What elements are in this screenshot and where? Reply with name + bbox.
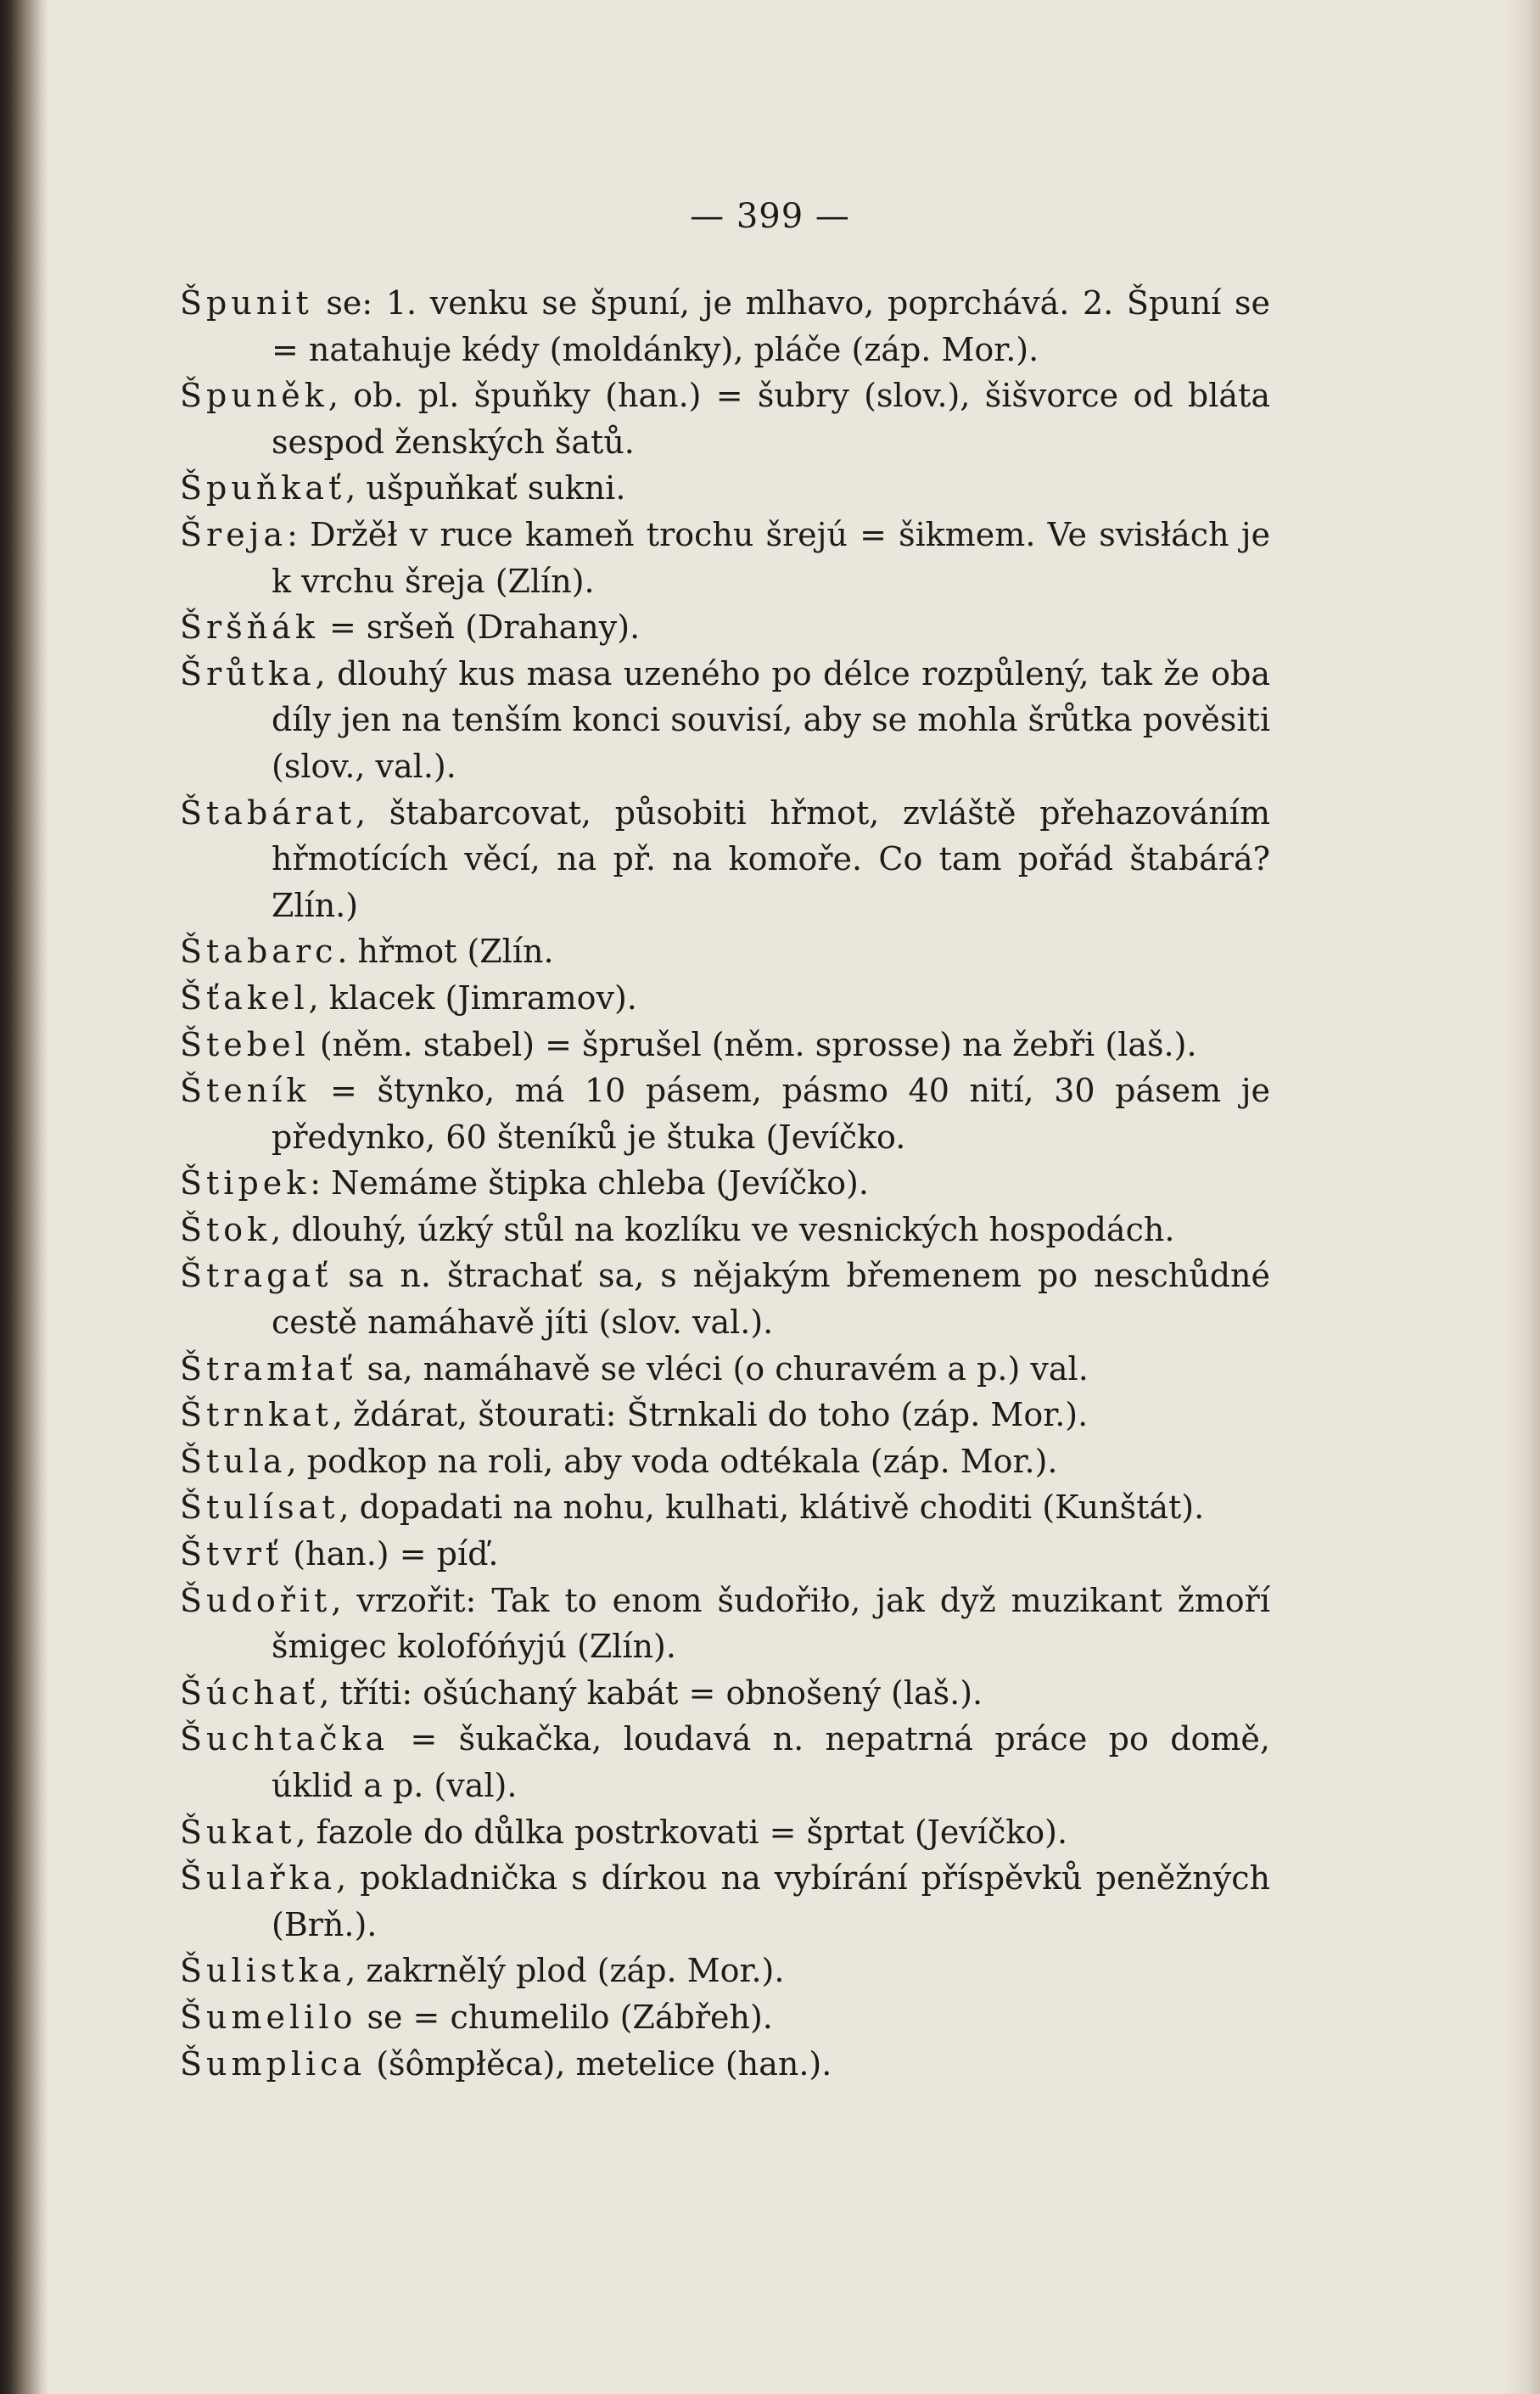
headword: Štok xyxy=(180,1210,272,1248)
definition: , ždárat, štourati: Štrnkali do toho (záp. Mor.). xyxy=(332,1396,1089,1434)
headword: Štipek xyxy=(180,1164,311,1203)
headword: Šudořit xyxy=(180,1581,332,1619)
definition: . hřmot (Zlín. xyxy=(337,933,554,971)
headword: Štula xyxy=(180,1442,287,1480)
definition: , podkop na roli, aby voda odtékala (záp. Mor.). xyxy=(286,1442,1058,1480)
dictionary-entry xyxy=(180,1531,1270,1578)
dictionary-entry xyxy=(180,1022,1270,1068)
definition: , ušpuňkať sukni. xyxy=(345,469,626,507)
headword: Špuněk xyxy=(180,377,328,415)
definition: = sršeň (Drahany). xyxy=(318,608,641,647)
dictionary-entry xyxy=(180,1578,1270,1670)
definition: : Nemáme štipka chleba (Jevíčko). xyxy=(310,1164,869,1203)
headword: Šúchať xyxy=(180,1674,320,1712)
definition: , dlouhý kus masa uzeného po délce rozpůlený, tak že oba díly jen na tenším konci souvisí, aby se mohla šrůtka pověsiti (slov., val.). xyxy=(272,654,1270,785)
definition: sa, namáhavě se vléci (o churavém a p.) val. xyxy=(356,1349,1089,1388)
definition: se = chumelilo (Zábřeh). xyxy=(356,1998,773,2036)
definition: se: 1. venku se špuní, je mlhavo, poprchává. 2. Špuní se = natahuje kédy (moldánky), pláče (záp. Mor.). xyxy=(272,284,1270,368)
dictionary-entry xyxy=(180,790,1270,929)
dictionary-entries xyxy=(180,280,1270,2087)
definition: , pokladnička s dírkou na vybírání příspěvků peněžných (Brň.). xyxy=(272,1859,1270,1943)
dictionary-entry xyxy=(180,975,1270,1022)
headword: Štvrť xyxy=(180,1535,283,1573)
dictionary-entry xyxy=(180,651,1270,790)
dictionary-entry xyxy=(180,1346,1270,1393)
dictionary-entry xyxy=(180,1855,1270,1948)
headword: Šulařka xyxy=(180,1859,337,1898)
definition: = šukačka, loudavá n. nepatrná práce po domě, úklid a p. (val). xyxy=(272,1720,1270,1804)
headword: Špuňkať xyxy=(180,469,346,507)
dictionary-entry xyxy=(180,1068,1270,1160)
headword: Šrůtka xyxy=(180,654,316,692)
headword: Štulísat xyxy=(180,1489,339,1527)
headword: Šukat xyxy=(180,1813,296,1851)
dictionary-entry xyxy=(180,1716,1270,1808)
dictionary-entry xyxy=(180,604,1270,651)
definition: , dlouhý, úzký stůl na kozlíku ve vesnických hospodách. xyxy=(271,1210,1175,1248)
headword: Štrnkat xyxy=(180,1396,333,1434)
dictionary-entry xyxy=(180,373,1270,465)
definition: , tříti: ošúchaný kabát = obnošený (laš.). xyxy=(319,1674,983,1712)
definition: , klacek (Jimramov). xyxy=(308,978,637,1017)
headword: Šreja xyxy=(180,515,288,553)
headword: Štebel xyxy=(180,1025,310,1063)
headword: Šteník xyxy=(180,1072,311,1110)
headword: Štabarc xyxy=(180,933,338,971)
headword: Štabárat xyxy=(180,793,356,832)
page-edge xyxy=(1506,0,1540,2394)
dictionary-entry xyxy=(180,465,1270,512)
dictionary-entry xyxy=(180,1670,1270,1717)
headword: Šumplica xyxy=(180,2044,367,2083)
headword: Šťakel xyxy=(180,978,309,1017)
definition: (han.) = píď. xyxy=(283,1535,499,1573)
dictionary-entry xyxy=(180,928,1270,975)
definition: = štynko, má 10 pásem, pásmo 40 nití, 30 pásem je předynko, 60 šteníků je štuka (Jevíčko. xyxy=(272,1072,1270,1156)
definition: , dopadati na nohu, kulhati, klátivě choditi (Kunštát). xyxy=(339,1489,1205,1527)
definition: , štabarcovat, působiti hřmot, zvláště přehazováním hřmotících věcí, na př. na komoře. Co tam pořád štabárá? Zlín.) xyxy=(272,793,1270,924)
definition: , zakrnělý plod (záp. Mor.). xyxy=(345,1952,785,1990)
definition: (něm. stabel) = šprušel (něm. sprosse) na žebři (laš.). xyxy=(309,1025,1197,1063)
dictionary-entry xyxy=(180,1994,1270,2041)
dictionary-entry xyxy=(180,1160,1270,1207)
headword: Šulistka xyxy=(180,1952,346,1990)
headword: Štramłať xyxy=(180,1349,357,1388)
definition: (šômpłěca), metelice (han.). xyxy=(366,2044,832,2083)
dictionary-entry xyxy=(180,1809,1270,1856)
binding-shadow xyxy=(0,0,49,2394)
headword: Šuchtačka xyxy=(180,1720,389,1758)
dictionary-entry xyxy=(180,280,1270,373)
dictionary-entry xyxy=(180,1253,1270,1345)
definition: , ob. pl. špuňky (han.) = šubry (slov.), šišvorce od bláta sespod ženských šatů. xyxy=(272,377,1270,461)
definition: sa n. štrachať sa, s nějakým břemenem po neschůdné cestě namáhavě jíti (slov. val.). xyxy=(272,1257,1270,1342)
dictionary-entry xyxy=(180,1207,1270,1253)
dictionary-entry xyxy=(180,1948,1270,1994)
dictionary-entry xyxy=(180,1484,1270,1531)
dictionary-entry xyxy=(180,512,1270,604)
headword: Šršňák xyxy=(180,608,319,647)
headword: Štragať xyxy=(180,1257,333,1295)
dictionary-entry xyxy=(180,1438,1270,1485)
page-number: — 399 — xyxy=(690,197,850,236)
dictionary-entry xyxy=(180,1392,1270,1438)
definition: , fazole do důlka postrkovati = šprtat (Jevíčko). xyxy=(295,1813,1068,1851)
headword: Špunit xyxy=(180,284,313,322)
definition: : Držěł v ruce kameň trochu šrejú = šikmem. Ve svisłách je k vrchu šreja (Zlín). xyxy=(272,515,1270,600)
dictionary-entry xyxy=(180,2041,1270,2088)
headword: Šumelilo xyxy=(180,1998,357,2036)
definition: , vrzořit: Tak to enom šudořiło, jak dyž muzikant žmoří šmigec kolofóńyjú (Zlín). xyxy=(272,1581,1270,1666)
